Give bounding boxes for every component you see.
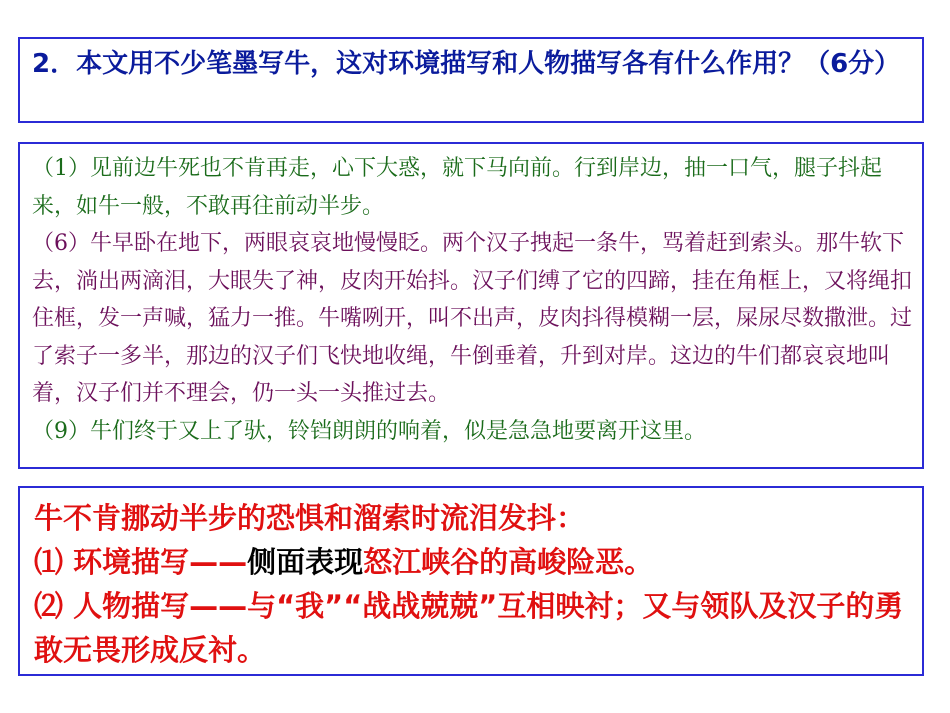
question-box bbox=[18, 37, 924, 123]
answer-item-1-highlight: 侧面表现 bbox=[247, 545, 364, 579]
question-text: 2．本文用不少笔墨写牛，这对环境描写和人物描写各有什么作用？（6分） bbox=[32, 49, 901, 79]
answer-item-2: ⑵ 人物描写——与“我”“战战兢兢”互相映衬；又与领队及汉子的勇敢无畏形成反衬。 bbox=[34, 589, 904, 667]
passage-paragraph-9: （9）牛们终于又上了驮，铃铛朗朗的响着，似是急急地要离开这里。 bbox=[32, 418, 706, 444]
answer-heading: 牛不肯挪动半步的恐惧和溜索时流泪发抖： bbox=[34, 501, 586, 535]
passage-paragraph-1: （1）见前边牛死也不肯再走，心下大惑，就下马向前。行到岸边，抽一口气，腿子抖起来，如牛一般，不敢再往前动半步。 bbox=[32, 156, 882, 219]
passage-paragraph-6: （6）牛早卧在地下，两眼哀哀地慢慢眨。两个汉子拽起一条牛，骂着赶到索头。那牛软下去，淌出两滴泪，大眼失了神，皮肉开始抖。汉子们缚了它的四蹄，挂在角框上，又将绳扣住框，发一声喊，猛力一推。牛嘴咧开，叫不出声，皮肉抖得模糊一层，屎尿尽数撒泄。过了索子一多半，那边的汉子们飞快地收绳，牛倒垂着，升到对岸。这边的牛们都哀哀地叫着，汉子们并不理会，仍一头一头推过去。 bbox=[32, 231, 913, 406]
answer-item-1-rest: 怒江峡谷的高峻险恶。 bbox=[363, 545, 654, 579]
answer-box bbox=[18, 486, 924, 676]
answer-item-1-prefix: ⑴ 环境描写—— bbox=[34, 545, 248, 579]
answer-item-1 bbox=[34, 540, 912, 584]
passage-box bbox=[18, 142, 924, 469]
